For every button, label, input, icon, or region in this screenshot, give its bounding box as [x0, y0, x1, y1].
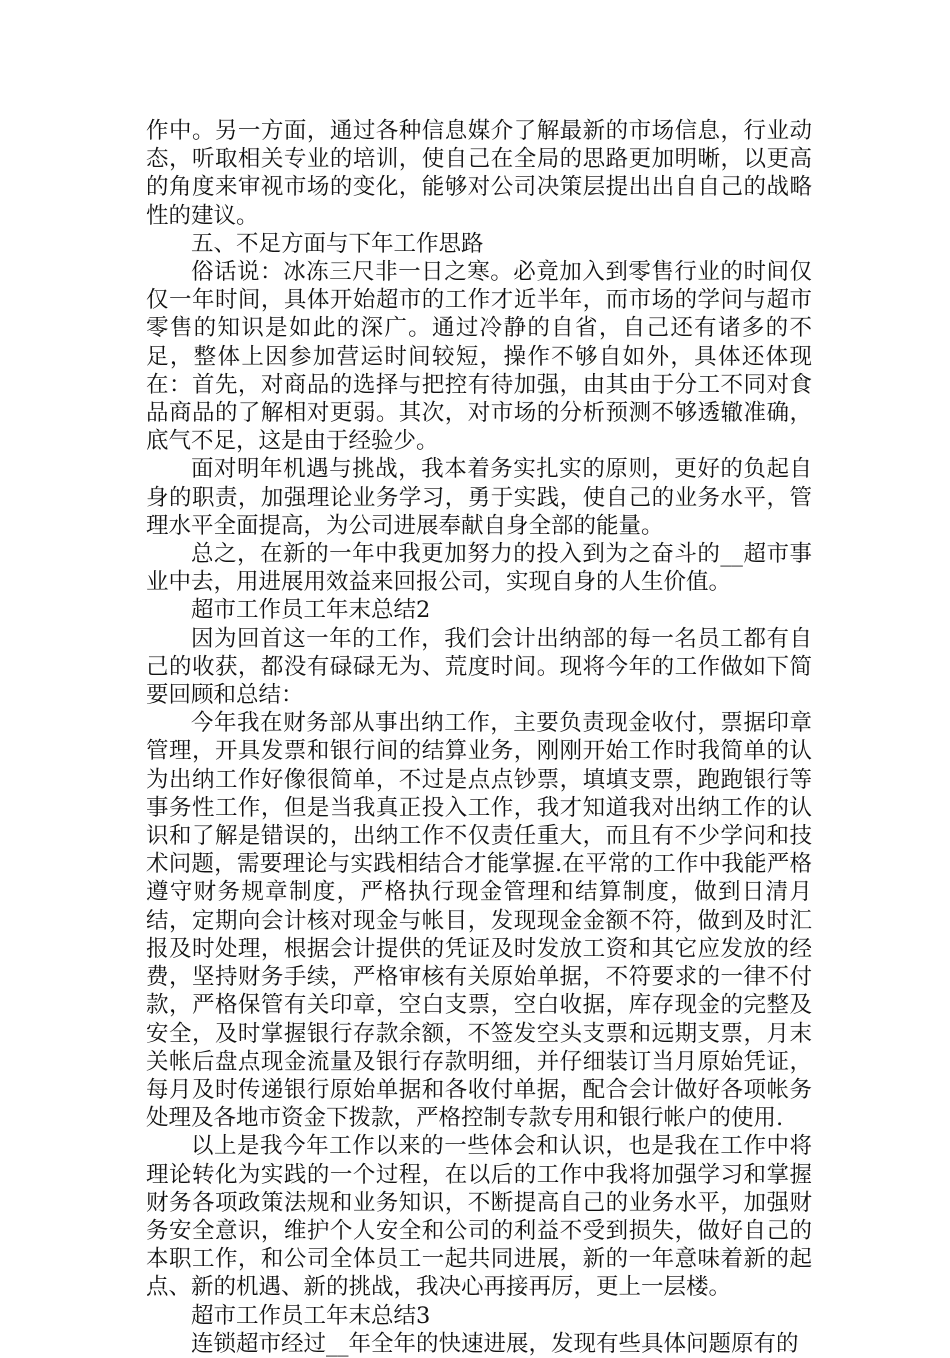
paragraph: 俗话说：冰冻三尺非一日之寒。必竟加入到零售行业的时间仅仅一年时间，具体开始超市的工作才近半年，而市场的学问与超市零售的知识是如此的深广。通过冷静的自省，自己还有诸多的不足，整体上因参加营运时间较短，操作不够自如外，具体还体现在：首先，对商品的选择与把控有待加强，由其由于分工不同对食品商品的了解相对更弱。其次，对市场的分析预测不够透辙准确，底气不足，这是由于经验少。	[146, 259, 812, 455]
paragraph: 面对明年机遇与挑战，我本着务实扎实的原则，更好的负起自身的职责，加强理论业务学习，勇于实践，使自己的业务水平，管理水平全面提高，为公司进展奉献自身全部的能量。	[146, 456, 812, 539]
section-heading-summary-2: 超市工作员工年末总结2	[191, 597, 431, 624]
paragraph: 总之，在新的一年中我更加努力的投入到为之奋斗的__超市事业中去，用进展用效益来回报公司，实现自身的人生价值。	[146, 541, 812, 596]
paragraph: 以上是我今年工作以来的一些体会和认识，也是我在工作中将理论转化为实践的一个过程，在以后的工作中我将加强学习和掌握财务各项政策法规和业务知识，不断提高自己的业务水平，加强财务安全意识，维护个人安全和公司的利益不受到损失，做好自己的本职工作，和公司全体员工一起共同进展，新的一年意味着新的起点、新的机遇、新的挑战，我决心再接再厉，更上一层楼。	[146, 1133, 812, 1301]
paragraph: 今年我在财务部从事出纳工作，主要负责现金收付，票据印章管理，开具发票和银行间的结算业务，刚刚开始工作时我简单的认为出纳工作好像很简单，不过是点点钞票，填填支票，跑跑银行等事务性工作，但是当我真正投入工作，我才知道我对出纳工作的认识和了解是错误的，出纳工作不仅责任重大，而且有不少学问和技术问题，需要理论与实践相结合才能掌握.在平常的工作中我能严格遵守财务规章制度，严格执行现金管理和结算制度，做到日清月结，定期向会计核对现金与帐目，发现现金金额不符，做到及时汇报及时处理，根据会计提供的凭证及时发放工资和其它应发放的经费，坚持财务手续，严格审核有关原始单据，不符要求的一律不付款，严格保管有关印章，空白支票，空白收据，库存现金的完整及安全，及时掌握银行存款余额，不签发空头支票和远期支票，月末关帐后盘点现金流量及银行存款明细，并仔细装订当月原始凭证，每月及时传递银行原始单据和各收付单据，配合会计做好各项帐务处理及各地市资金下拨款，严格控制专款专用和银行帐户的使用.	[146, 710, 812, 1132]
paragraph: 因为回首这一年的工作，我们会计出纳部的每一名员工都有自己的收获，都没有碌碌无为、荒度时间。现将今年的工作做如下简要回顾和总结：	[146, 625, 812, 709]
document-body	[146, 117, 812, 1358]
section-heading-shortcomings: 五、不足方面与下年工作思路	[191, 230, 484, 257]
paragraph-continued: 作中。另一方面，通过各种信息媒介了解最新的市场信息，行业动态，听取相关专业的培训，使自己在全局的思路更加明晰，以更高的角度来审视市场的变化，能够对公司决策层提出出自自己的战略性的建议。	[146, 118, 812, 229]
section-heading-summary-3: 超市工作员工年末总结3	[191, 1302, 431, 1329]
paragraph: 连锁超市经过__年全年的快速进展，发现有些具体问题原有的	[191, 1330, 799, 1357]
